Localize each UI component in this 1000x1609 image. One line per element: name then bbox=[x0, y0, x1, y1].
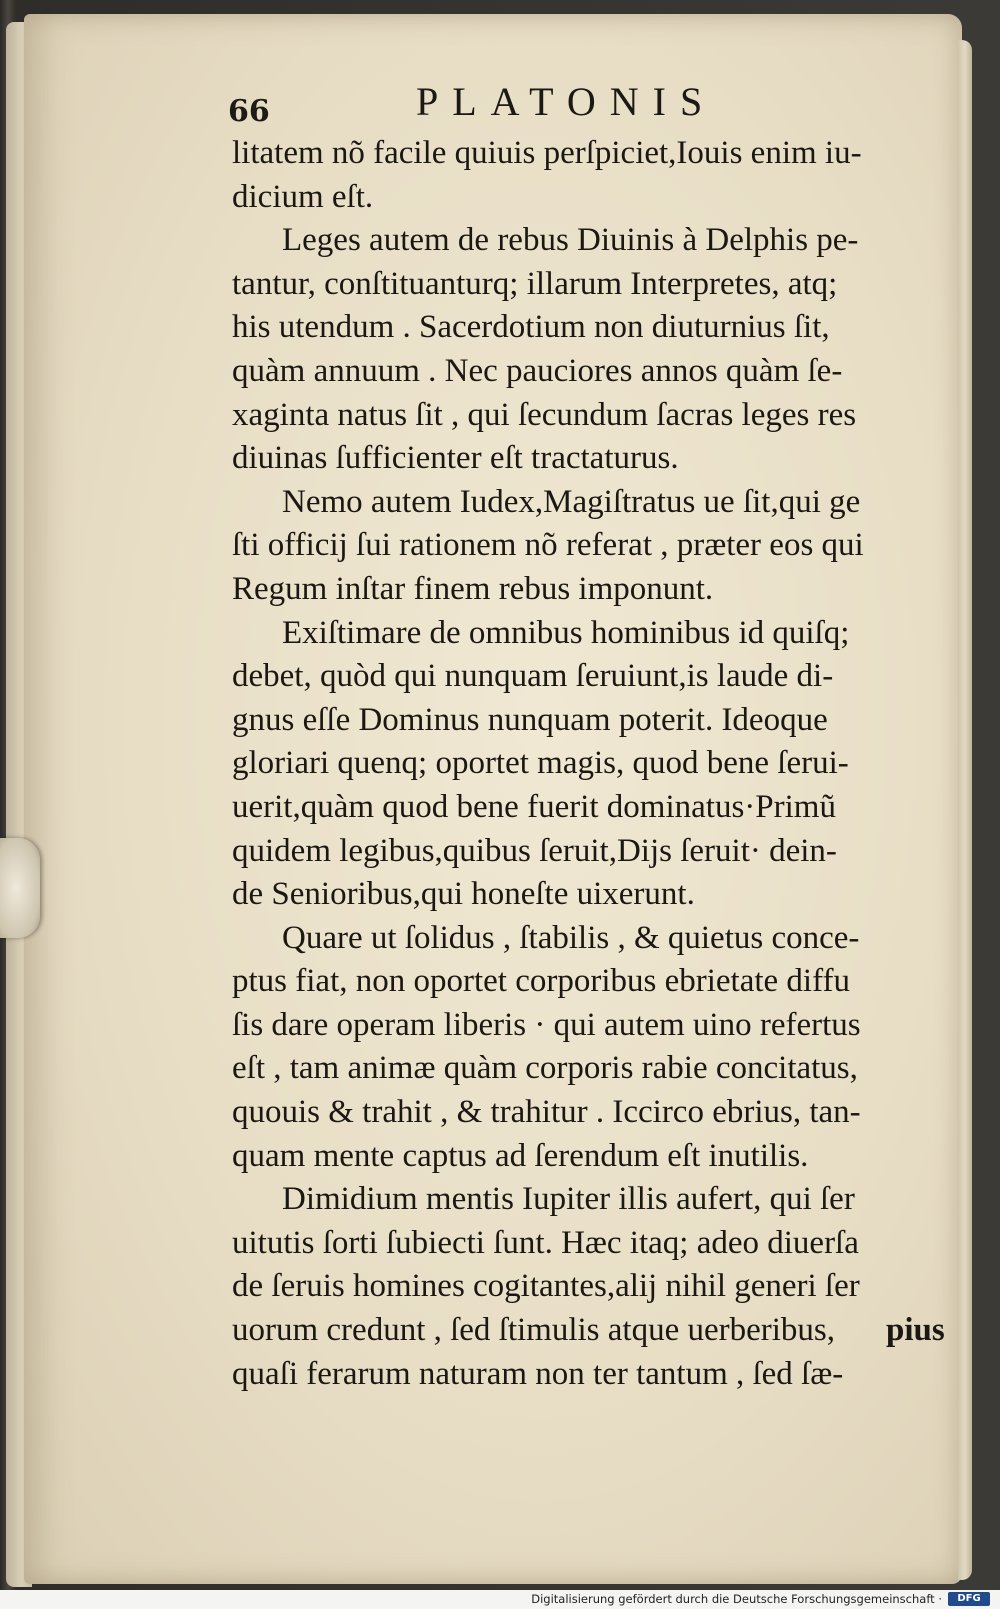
body-text bbox=[232, 132, 944, 1396]
text-line: quaſi ferarum naturam non ter tantum , ſed ſæ- bbox=[232, 1355, 844, 1392]
text-line: Exiſtimare de omnibus hominibus id quiſq; bbox=[282, 614, 850, 651]
text-line: de ſeruis homines cogitantes,alij nihil generi ſer bbox=[232, 1268, 860, 1305]
text-line: uorum credunt , ſed ſtimulis atque uerberibus, bbox=[232, 1312, 836, 1349]
text-line: quàm annuum . Nec pauciores annos quàm ſe- bbox=[232, 352, 843, 389]
book-clasp bbox=[0, 838, 40, 938]
text-line: Leges autem de rebus Diuinis à Delphis pe- bbox=[282, 222, 859, 259]
page-header bbox=[228, 78, 748, 134]
catchword: pius bbox=[886, 1312, 945, 1348]
text-line: quouis & trahit , & trahitur . Iccirco ebrius, tan- bbox=[232, 1094, 861, 1131]
text-line: debet, quòd qui nunquam ſeruiunt,is laude di- bbox=[232, 658, 834, 695]
running-title: PLATONIS bbox=[416, 79, 717, 124]
text-line: diuinas ſufficienter eſt tractaturus. bbox=[232, 440, 679, 477]
footer-bar bbox=[0, 1590, 1000, 1609]
text-line: gnus eſſe Dominus nunquam poterit. Ideoque bbox=[232, 701, 828, 738]
right-page-edge bbox=[958, 40, 972, 1580]
text-line: eſt , tam animæ quàm corporis rabie concitatus, bbox=[232, 1050, 858, 1087]
text-line: dicium eſt. bbox=[232, 178, 374, 215]
text-line: uitutis ſorti ſubiecti ſunt. Hæc itaq; adeo diuerſa bbox=[232, 1224, 859, 1261]
text-line: ſti officij ſui rationem nõ referat , præter eos qui bbox=[232, 527, 864, 564]
text-line: ptus fiat, non oportet corporibus ebrietate diffu bbox=[232, 963, 850, 1000]
text-line: quam mente captus ad ſerendum eſt inutilis. bbox=[232, 1137, 809, 1174]
text-line: ſis dare operam liberis · qui autem uino refertus bbox=[232, 1006, 861, 1043]
page-number: 66 bbox=[228, 94, 270, 129]
text-line: Quare ut ſolidus , ſtabilis , & quietus conce- bbox=[282, 919, 860, 956]
text-line: xaginta natus ſit , qui ſecundum ſacras leges res bbox=[232, 396, 857, 433]
text-line: Nemo autem Iudex,Magiſtratus ue ſit,qui ge bbox=[282, 483, 861, 520]
footer-credit: Digitalisierung gefördert durch die Deutsche Forschungsgemeinschaft · bbox=[531, 1592, 942, 1606]
text-line: quidem legibus,quibus ſeruit,Dijs ſeruit· dein- bbox=[232, 832, 837, 869]
dfg-logo: DFG bbox=[948, 1592, 990, 1606]
text-line: his utendum . Sacerdotium non diuturnius ſit, bbox=[232, 309, 830, 346]
text-line: gloriari quenq; oportet magis, quod bene ſerui- bbox=[232, 745, 849, 782]
text-line: uerit,quàm quod bene fuerit dominatus·Primũ bbox=[232, 788, 836, 825]
text-line: Dimidium mentis Iupiter illis aufert, qui ſer bbox=[282, 1181, 855, 1218]
text-line: de Senioribus,qui honeſte uixerunt. bbox=[232, 876, 695, 913]
text-line: Regum inſtar finem rebus imponunt. bbox=[232, 570, 714, 607]
text-line: tantur, conſtituanturq; illarum Interpretes, atq; bbox=[232, 265, 838, 302]
text-line: litatem nõ facile quiuis perſpiciet,Iouis enim iu- bbox=[232, 135, 862, 171]
